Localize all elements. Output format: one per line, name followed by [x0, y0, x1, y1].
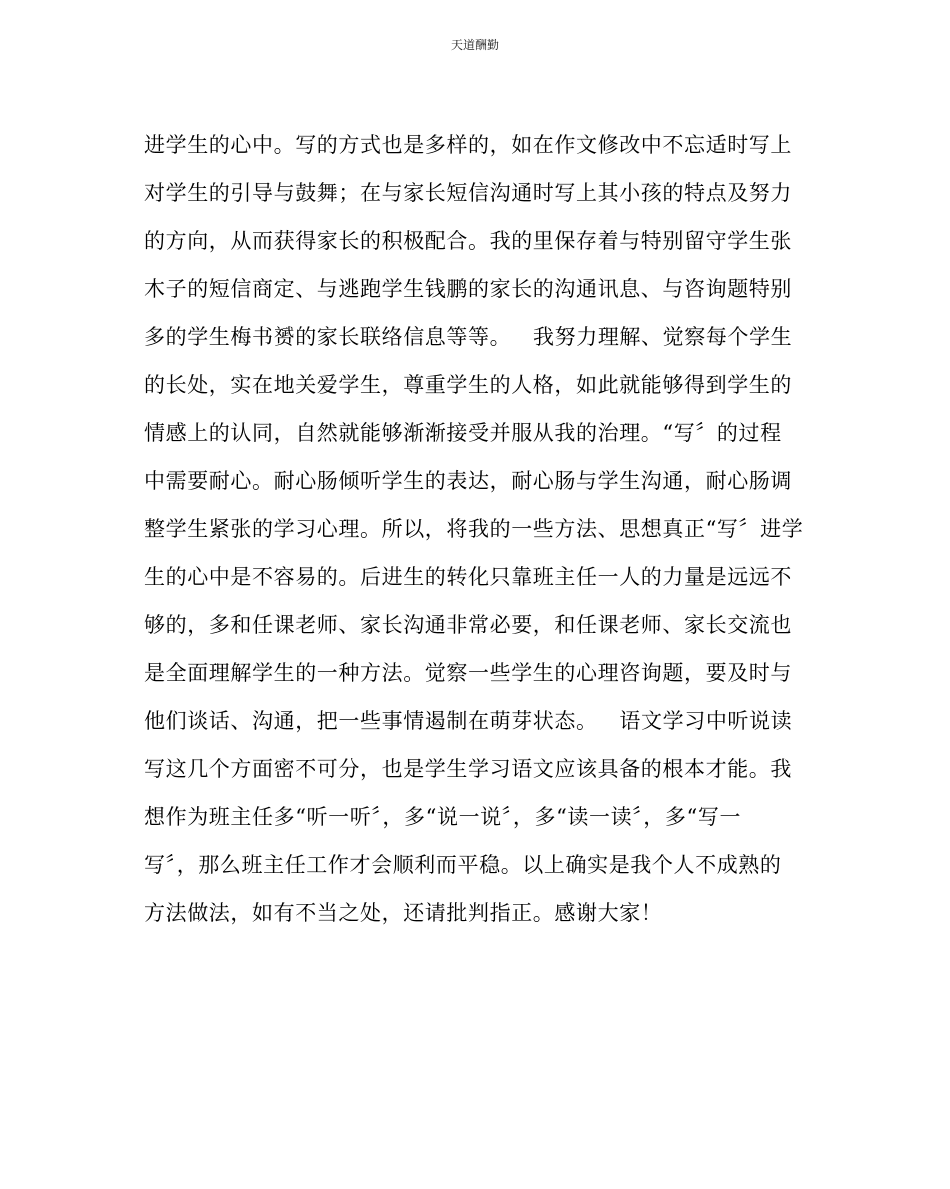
page-header: 天道酬勤 — [450, 38, 499, 52]
text-line: 的方向，从而获得家长的积极配合。我的里保存着与特别留守学生张 — [144, 229, 792, 253]
text-line: 他们谈话、沟通，把一些事情遏制在萌芽状态。 语文学习中听说读 — [144, 709, 793, 733]
text-line: 够的，多和任课老师、家长沟通非常必要，和任课老师、家长交流也 — [144, 613, 792, 637]
text-line: 多的学生梅书赟的家长联络信息等等。 我努力理解、觉察每个学生 — [144, 325, 793, 349]
text-line: 整学生紧张的学习心理。所以，将我的一些方法、思想真正“写〞进学 — [144, 517, 804, 541]
text-line: 中需要耐心。耐心肠倾听学生的表达，耐心肠与学生沟通，耐心肠调 — [144, 469, 792, 493]
text-line: 生的心中是不容易的。后进生的转化只靠班主任一人的力量是远远不 — [144, 565, 792, 589]
text-line: 写〞，那么班主任工作才会顺利而平稳。以上确实是我个人不成熟的 — [144, 853, 782, 877]
text-line: 是全面理解学生的一种方法。觉察一些学生的心理咨询题，要及时与 — [144, 661, 792, 685]
body-text — [144, 128, 824, 944]
text-line: 写这几个方面密不可分，也是学生学习语文应该具备的根本才能。我 — [144, 757, 792, 781]
text-line: 进学生的心中。写的方式也是多样的，如在作文修改中不忘适时写上 — [144, 133, 792, 157]
text-line: 对学生的引导与鼓舞；在与家长短信沟通时写上其小孩的特点及努力 — [144, 181, 792, 205]
text-line: 方法做法，如有不当之处，还请批判指正。感谢大家！ — [144, 901, 663, 925]
text-line: 想作为班主任多“听一听〞，多“说一说〞，多“读一读〞，多“写一 — [144, 805, 742, 829]
text-line: 的长处，实在地关爱学生，尊重学生的人格，如此就能够得到学生的 — [144, 373, 792, 397]
text-line: 情感上的认同，自然就能够渐渐接受并服从我的治理。“写〞的过程 — [144, 421, 782, 445]
text-line: 木子的短信商定、与逃跑学生钱鹏的家长的沟通讯息、与咨询题特别 — [144, 277, 792, 301]
